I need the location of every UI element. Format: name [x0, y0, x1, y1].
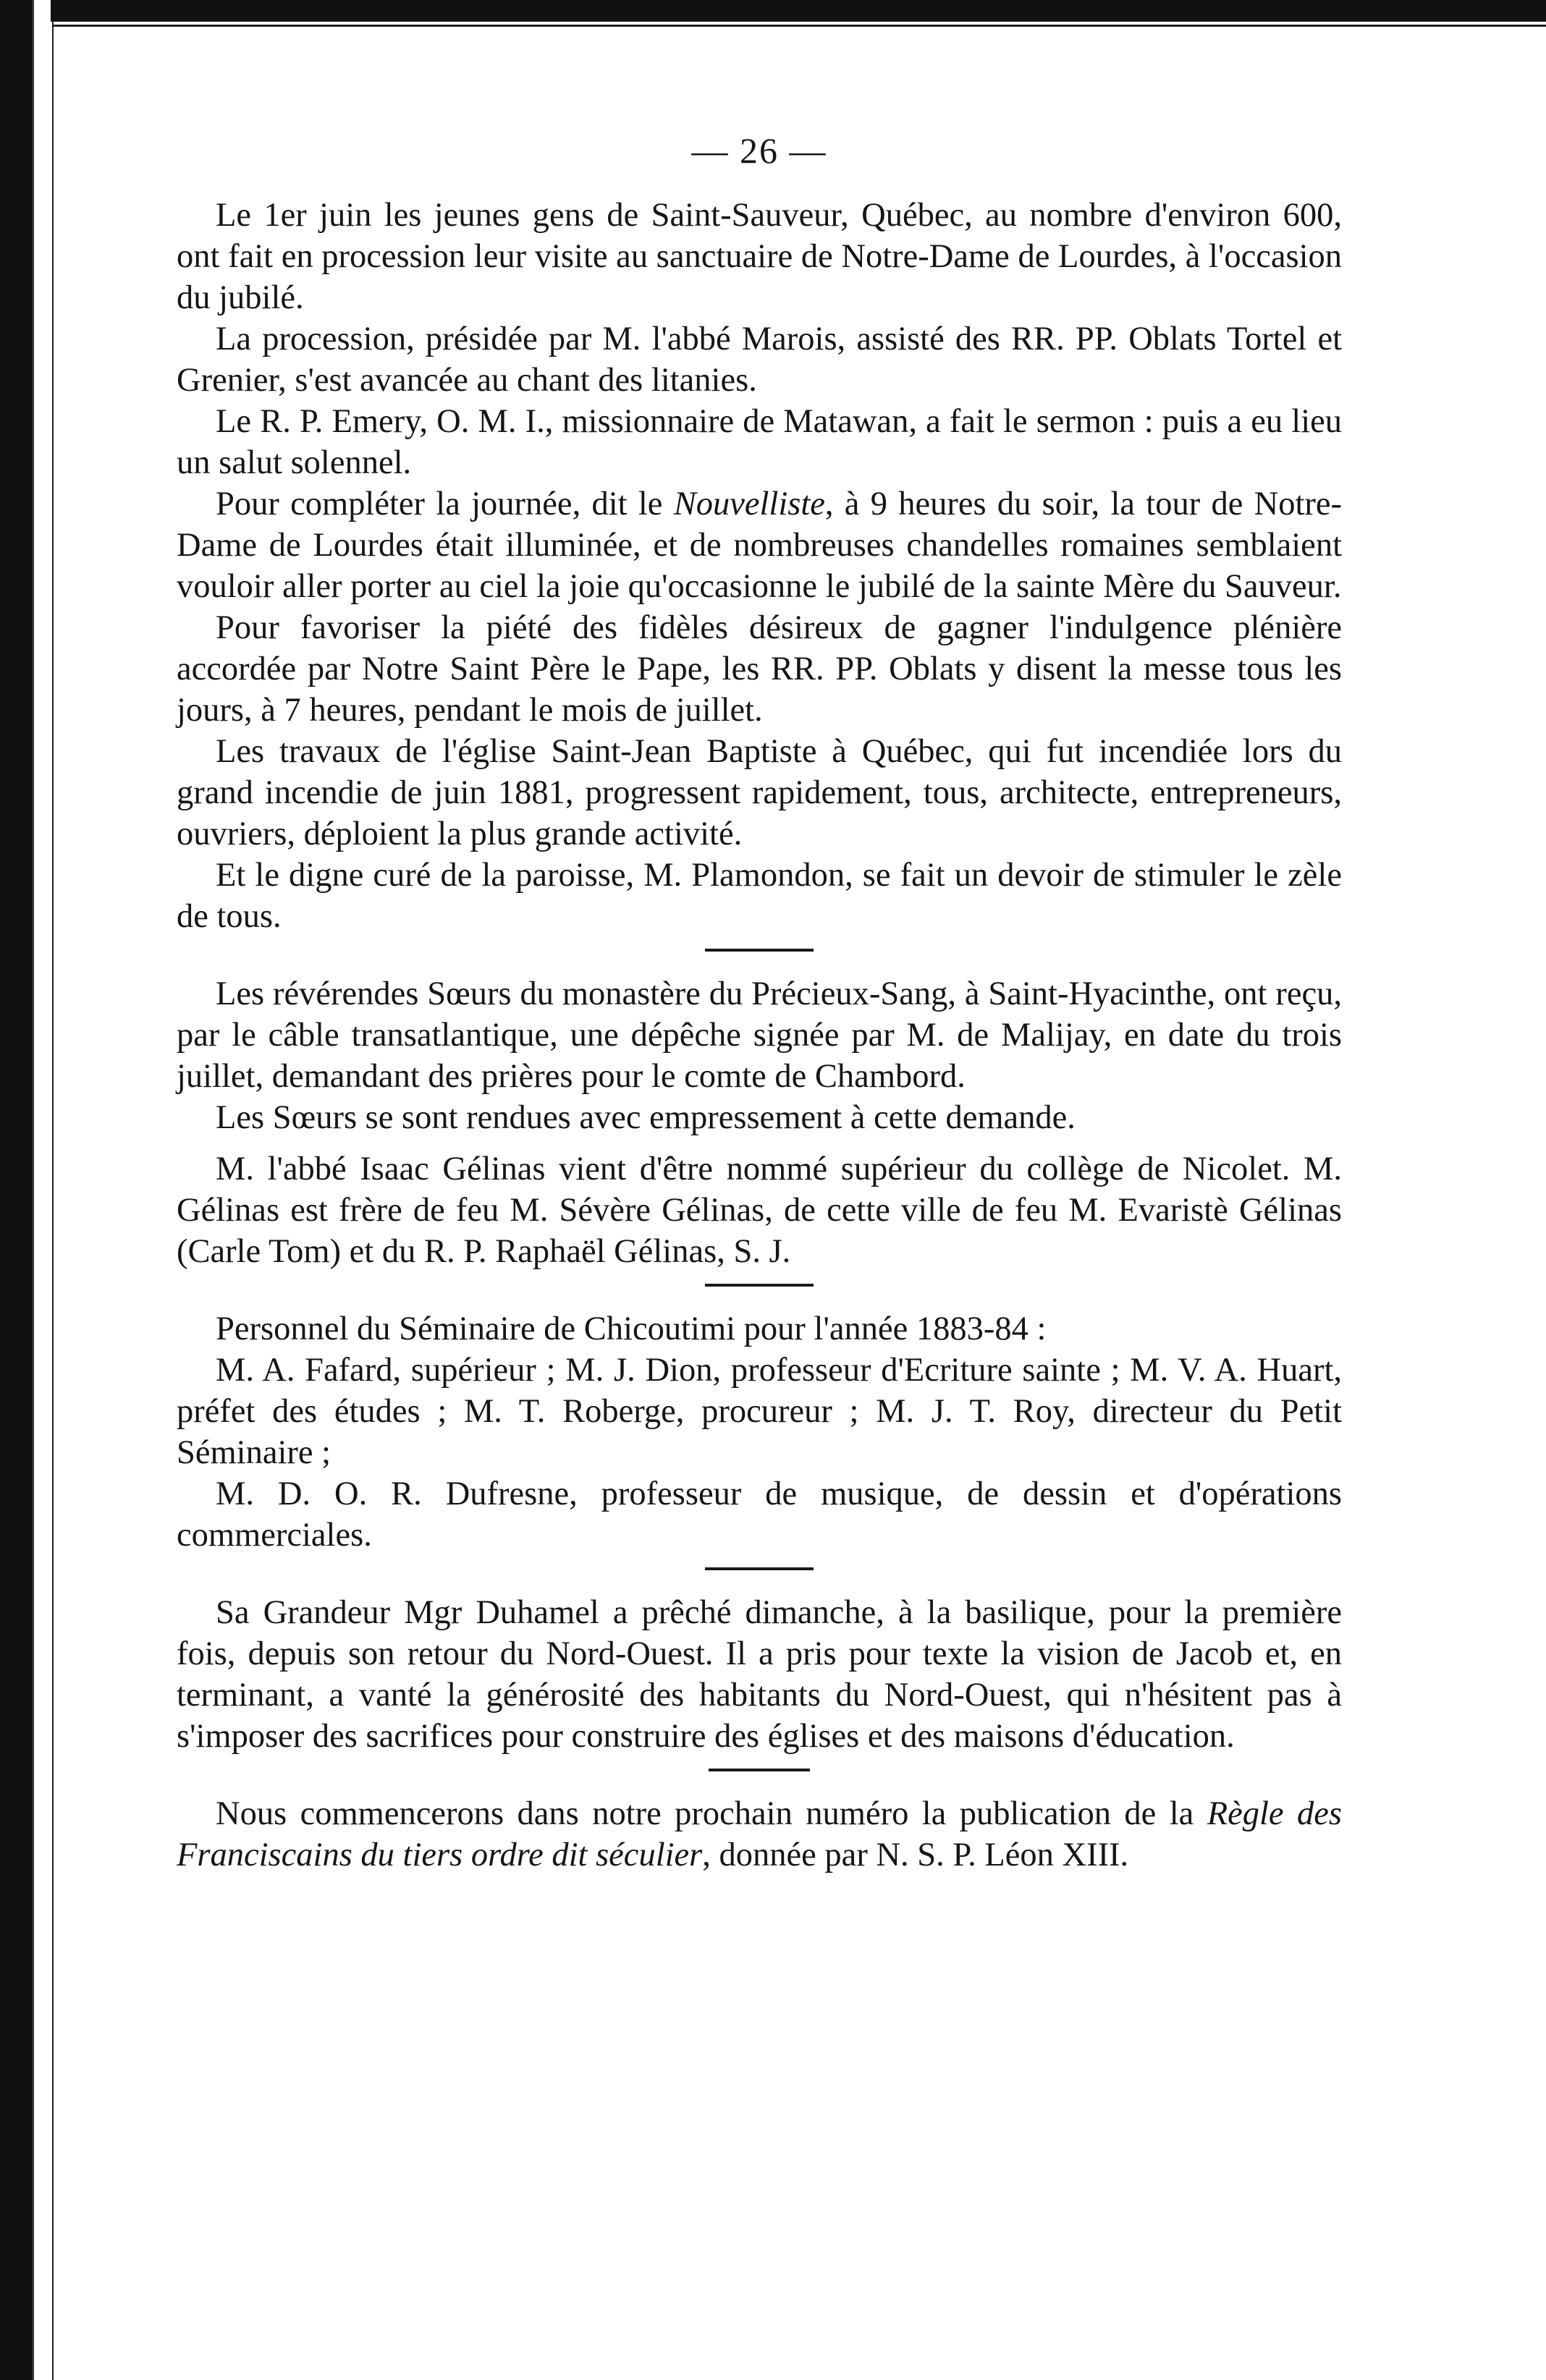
paragraph-rule-text-b: , donnée par N. S. P. Léon XIII. [702, 1837, 1129, 1873]
section-separator [705, 1284, 814, 1287]
section-separator [705, 1567, 814, 1570]
paragraph-seminary-staff-heading: Personnel du Séminaire de Chicoutimi pour l'année 1883-84 : [216, 1310, 1047, 1347]
paragraph-church-works: Les travaux de l'église Saint-Jean Baptiste à Québec, qui fut incendiée lors du grand incendie de juin 1881, progressent rapidement, tous, architecte, entrepreneurs, ouvriers, déploient la plus grande activité. [177, 733, 1342, 852]
document-page [177, 130, 1342, 1876]
scan-rule-left [52, 22, 54, 2380]
paragraph-illumination-text-a: Pour compléter la journée, dit le [216, 486, 674, 522]
paragraph-seminary-staff-list: M. A. Fafard, supérieur ; M. J. Dion, professeur d'Ecriture sainte ; M. V. A. Huart, préfet des études ; M. T. Roberge, procureur ; M. J. T. Roy, directeur du Petit Séminaire ; [177, 1352, 1342, 1471]
paragraph-gelinas: M. l'abbé Isaac Gélinas vient d'être nommé supérieur du collège de Nicolet. M. Gélinas est frère de feu M. Sévère Gélinas, de cette ville de feu M. Evaristè Gélinas (Carle Tom) et du R. P. Raphaël Gélinas, S. J. [177, 1151, 1342, 1270]
paragraph-cure: Et le digne curé de la paroisse, M. Plamondon, se fait un devoir de stimuler le zèle de tous. [177, 857, 1342, 935]
paragraph-sisters-response: Les Sœurs se sont rendues avec empressement à cette demande. [216, 1099, 1076, 1136]
section-separator [705, 949, 814, 952]
paragraph-procession-presided: La procession, présidée par M. l'abbé Marois, assisté des RR. PP. Oblats Tortel et Grenier, s'est avancée au chant des litanies. [177, 321, 1342, 399]
scan-border-left [0, 0, 32, 2380]
paragraph-indulgence: Pour favoriser la piété des fidèles désireux de gagner l'indulgence plénière accordée par Notre Saint Père le Pape, les RR. PP. Oblats y disent la messe tous les jours, à 7 heures, pendant le mois de juillet. [177, 609, 1342, 729]
newspaper-title: Nouvelliste [673, 486, 825, 522]
paragraph-seminary-staff-dufresne: M. D. O. R. Dufresne, professeur de musique, de dessin et d'opérations commerciales. [177, 1475, 1342, 1554]
paragraph-sisters-telegram: Les révérendes Sœurs du monastère du Précieux-Sang, à Saint-Hyacinthe, ont reçu, par le câble transatlantique, une dépêche signée par M. de Malijay, en date du trois juillet, demandant des prières pour le comte de Chambord. [177, 975, 1342, 1095]
scan-border-top [43, 0, 1546, 22]
paragraph-rule-publication [177, 1793, 1342, 1876]
rule-title: Règle des Franciscains du tiers ordre dit séculier [177, 1795, 1342, 1873]
scan-margin-left [32, 0, 51, 2380]
paragraph-sermon: Le R. P. Emery, O. M. I., missionnaire de Matawan, a fait le sermon : puis a eu lieu un salut solennel. [177, 403, 1342, 481]
paragraph-jubilee-procession: Le 1er juin les jeunes gens de Saint-Sauveur, Québec, au nombre d'environ 600, ont fait en procession leur visite au sanctuaire de Notre-Dame de Lourdes, à l'occasion du jubilé. [177, 197, 1342, 316]
paragraph-duhamel-sermon: Sa Grandeur Mgr Duhamel a prêché dimanche, à la basilique, pour la première fois, depuis son retour du Nord-Ouest. Il a pris pour texte la vision de Jacob et, en terminant, a vanté la générosité des habitants du Nord-Ouest, qui n'hésitent pas à s'imposer des sacrifices pour construire des églises et des maisons d'éducation. [177, 1594, 1342, 1755]
paragraph-illumination-text-b: , à 9 heures du soir, la tour de Notre-Dame de Lourdes était illuminée, et de nombreuses chandelles romaines semblaient vouloir aller porter au ciel la joie qu'occasionne le jubilé de la sainte Mère du Sauveur. [177, 486, 1342, 605]
section-separator [709, 1769, 810, 1771]
page-number: — 26 — [691, 130, 827, 171]
scan-rule-top [54, 25, 1546, 27]
paragraph-illumination [177, 483, 1342, 607]
paragraph-rule-text-a: Nous commencerons dans notre prochain numéro la publication de la [216, 1795, 1207, 1832]
